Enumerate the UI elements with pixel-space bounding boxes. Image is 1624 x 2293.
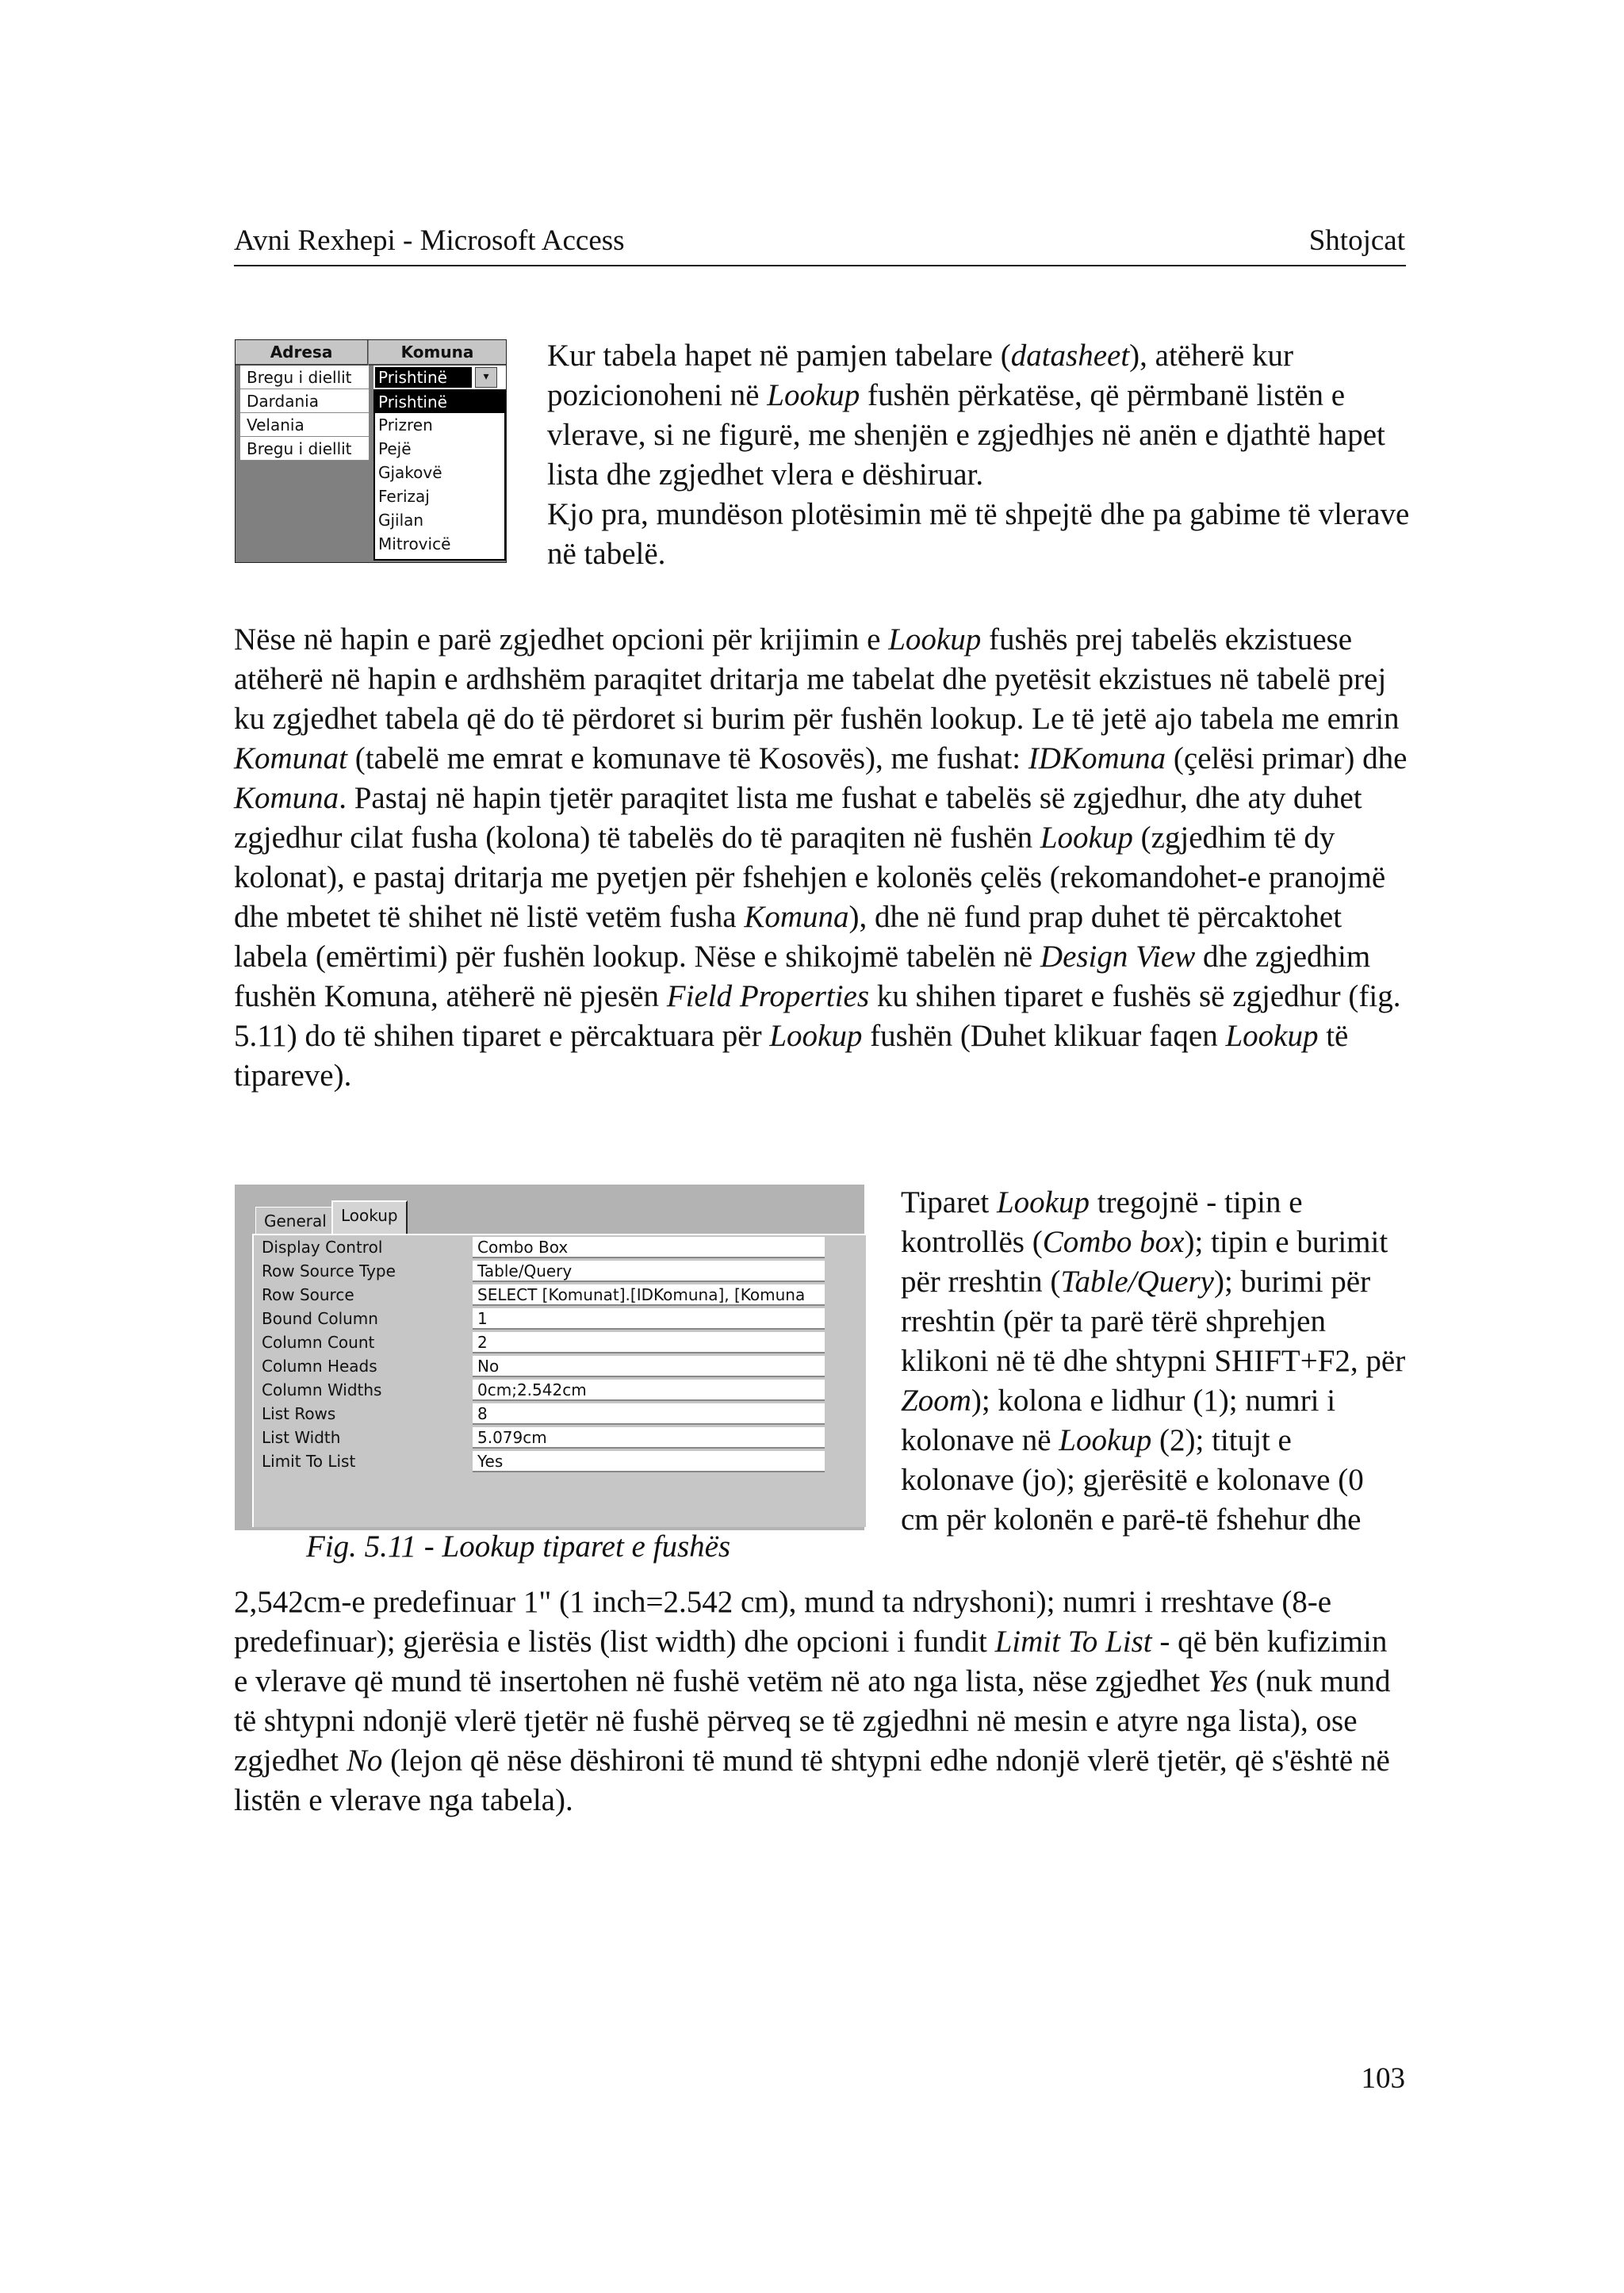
table-row[interactable]: Velania: [240, 413, 369, 437]
property-label: Row Source: [262, 1285, 354, 1304]
dropdown-item[interactable]: Prizren: [378, 415, 433, 434]
emphasis-term: datasheet: [1010, 339, 1130, 373]
emphasis-term: Komuna: [744, 900, 849, 934]
property-label: Column Widths: [262, 1380, 382, 1399]
running-header-section: Shtojcat: [1308, 224, 1405, 257]
emphasis-term: Combo box: [1042, 1225, 1185, 1259]
datasheet-header: [236, 340, 506, 366]
emphasis-term: Lookup: [996, 1185, 1090, 1219]
tab-general[interactable]: General: [255, 1207, 335, 1235]
text-run: 2,542cm-e predefinuar 1" (1 inch=2.542 cm), mund ta ndryshoni); numri i rreshtave (8-e predefinuar); gjerësia e listës (list width) dhe opcioni i fundit: [234, 1585, 1332, 1659]
emphasis-term: Lookup: [888, 622, 982, 657]
emphasis-term: Lookup: [1040, 821, 1133, 855]
dropdown-item[interactable]: Mitrovicë: [378, 534, 451, 553]
emphasis-term: Komunat: [234, 741, 348, 775]
property-value-row-source[interactable]: SELECT [Komunat].[IDKomuna], [Komuna: [473, 1284, 825, 1306]
text-run: fushën (Duhet klikuar faqen: [862, 1019, 1226, 1053]
property-sheet: [252, 1234, 866, 1527]
text-run: të tipareve).: [234, 1019, 1349, 1093]
text-run: ); burimi për rreshtin (për ta parë tërë shprehjen klikoni në të dhe shtypni SHIFT+F2, për: [901, 1265, 1406, 1378]
column-header-komuna[interactable]: Komuna: [369, 340, 506, 366]
lookup-properties-figure: [235, 1185, 864, 1530]
paragraph-lookup-properties: [901, 1183, 1408, 1540]
text-run: Kur tabela hapet në pamjen tabelare (: [547, 339, 1011, 373]
text-run: (çelësi primar) dhe: [1166, 741, 1408, 775]
table-row[interactable]: Bregu i diellit: [240, 366, 369, 389]
text-run: (lejon që nëse dëshironi të mund të shtypni edhe ndonjë vlerë tjetër, që s'është në listën e vlerave nga tabela).: [234, 1744, 1390, 1817]
property-value-column-widths[interactable]: 0cm;2.542cm: [473, 1380, 825, 1401]
running-header-title: Avni Rexhepi - Microsoft Access: [234, 224, 625, 257]
dropdown-item[interactable]: Ferizaj: [378, 487, 430, 506]
text-run: dhe zgjedhim fushën Komuna, atëherë në pjesën: [234, 940, 1371, 1013]
datasheet-figure: [235, 339, 507, 563]
text-run: Kjo pra, mundëson plotësimin më të shpejtë dhe pa gabime të vlerave në tabelë.: [547, 497, 1410, 571]
property-label: Column Count: [262, 1333, 375, 1352]
text-run: ); kolona e lidhur (1); numri i kolonave në: [901, 1384, 1336, 1457]
text-run: Tiparet: [901, 1185, 997, 1219]
property-label: Display Control: [262, 1238, 383, 1257]
text-run: . Pastaj në hapin tjetër paraqitet lista me fushat e tabelës së zgjedhur, dhe aty duhet zgjedhur cilat fusha (kolona) të tabelës do të paraqiten në fushën: [234, 781, 1362, 855]
property-value-display-control[interactable]: Combo Box: [473, 1237, 825, 1258]
dropdown-item[interactable]: Pejë: [378, 439, 412, 458]
emphasis-term: Limit To List: [994, 1625, 1152, 1659]
property-label: Column Heads: [262, 1357, 377, 1376]
dropdown-item[interactable]: Gjakovë: [378, 463, 442, 482]
text-run: ); tipin e burimit për rreshtin (: [901, 1225, 1388, 1299]
emphasis-term: Zoom: [901, 1384, 971, 1418]
paragraph-datasheet-lookup: [547, 336, 1419, 574]
text-run: fushën përkatëse, që përmbanë listën e vlerave, si ne figurë, me shenjën e zgjedhjes në anën e djathtë hapet lista dhe zgjedhet vlera e dëshiruar.: [547, 378, 1385, 492]
emphasis-term: Table/Query: [1060, 1265, 1214, 1299]
emphasis-term: Yes: [1208, 1664, 1248, 1698]
property-value-bound-column[interactable]: 1: [473, 1308, 825, 1330]
emphasis-term: Lookup: [767, 378, 860, 412]
property-value-list-rows[interactable]: 8: [473, 1403, 825, 1425]
property-value-limit-to-list[interactable]: Yes: [473, 1451, 825, 1472]
combo-dropdown-list: [373, 389, 506, 561]
tab-lookup[interactable]: Lookup: [331, 1200, 408, 1235]
property-value-column-heads[interactable]: No: [473, 1356, 825, 1377]
column-header-adresa[interactable]: Adresa: [236, 340, 368, 366]
dropdown-item[interactable]: Gjilan: [378, 511, 424, 530]
property-label: Row Source Type: [262, 1261, 396, 1280]
komuna-combo-box[interactable]: [373, 366, 506, 389]
property-label: List Width: [262, 1428, 341, 1447]
text-run: (2); titujt e kolonave (jo); gjerësitë e kolonave (0 cm për kolonën e parë-të fshehur dhe: [901, 1423, 1364, 1537]
dropdown-item[interactable]: Prishtinë: [378, 392, 447, 412]
property-label: Limit To List: [262, 1452, 356, 1471]
page-number: 103: [1361, 2062, 1405, 2095]
text-run: ku shihen tiparet e fushës së zgjedhur (fig. 5.11) do të shihen tiparet e përcaktuara për: [234, 979, 1401, 1053]
emphasis-term: Komuna: [234, 781, 339, 815]
paragraph-lookup-wizard: [234, 620, 1408, 1096]
chevron-down-icon[interactable]: ▾: [475, 367, 497, 388]
header-rule: [234, 265, 1406, 266]
property-value-list-width[interactable]: 5.079cm: [473, 1427, 825, 1449]
text-run: fushës prej tabelës ekzistuese atëherë në hapin e ardhshëm paraqitet dritarja me tabelat dhe pyetësit ekzistues në tabelë prej ku zgjedhet tabela që do të përdoret si burim për fushën lookup. Le të jetë ajo tabela me emrin: [234, 622, 1400, 736]
figure-caption: Fig. 5.11 - Lookup tiparet e fushës: [306, 1529, 731, 1564]
emphasis-term: Design View: [1040, 940, 1196, 974]
text-run: - që bën kufizimin e vlerave që mund të insertohen në fushë vetëm në ato nga lista, nëse zgjedhet: [234, 1625, 1388, 1698]
text-run: ), dhe në fund prap duhet të përcaktohet labela (emërtimi) për fushën lookup. Nëse e shikojmë tabelën në: [234, 900, 1342, 974]
combo-selected-value[interactable]: Prishtinë: [375, 367, 472, 388]
emphasis-term: Lookup: [769, 1019, 863, 1053]
text-run: (tabelë me emrat e komunave të Kosovës), me fushat:: [347, 741, 1028, 775]
property-label: Bound Column: [262, 1309, 378, 1328]
text-run: (nuk mund të shtypni ndonjë vlerë tjetër në fushë përveq se të zgjedhni në mesin e atyre nga lista), ose zgjedhet: [234, 1664, 1391, 1778]
emphasis-term: Lookup: [1225, 1019, 1319, 1053]
property-value-row-source-type[interactable]: Table/Query: [473, 1261, 825, 1282]
paragraph-limit-to-list: [234, 1583, 1408, 1820]
emphasis-term: Field Properties: [666, 979, 870, 1013]
text-run: tregojnë - tipin e kontrollës (: [901, 1185, 1303, 1259]
property-value-column-count[interactable]: 2: [473, 1332, 825, 1353]
text-run: Nëse në hapin e parë zgjedhet opcioni për krijimin e: [234, 622, 889, 657]
table-row[interactable]: Dardania: [240, 389, 369, 413]
emphasis-term: No: [346, 1744, 383, 1778]
emphasis-term: IDKomuna: [1028, 741, 1166, 775]
text-run: ), atëherë kur pozicionoheni në: [547, 339, 1293, 412]
emphasis-term: Lookup: [1059, 1423, 1152, 1457]
text-run: (zgjedhim të dy kolonat), e pastaj dritarja me pyetjen për fshehjen e kolonës çelës (rekomandohet-e pranojmë dhe mbetet të shihet në listë vetëm fusha: [234, 821, 1386, 934]
table-row[interactable]: Bregu i diellit: [240, 437, 369, 461]
property-label: List Rows: [262, 1404, 336, 1423]
